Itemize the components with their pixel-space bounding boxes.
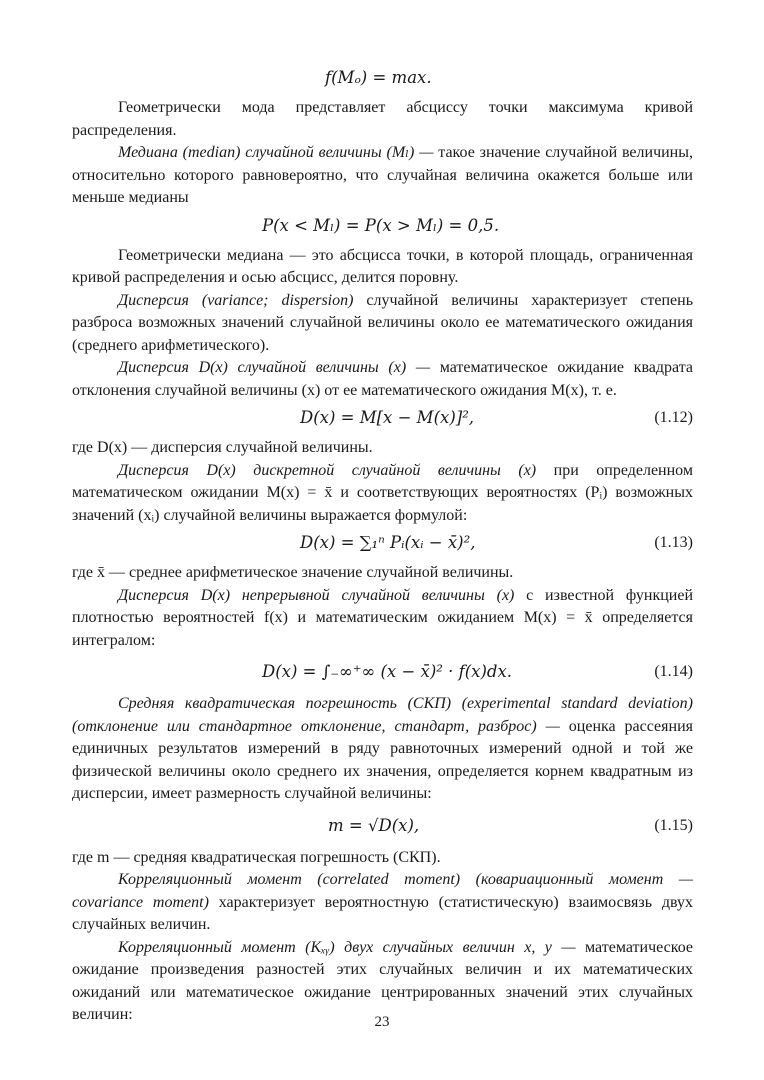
formula-median xyxy=(72,213,693,243)
formula-median-text: P(x < Mₗ) = P(x > Mₗ) = 0,5. xyxy=(262,215,500,235)
formula-1-14-text: D(x) = ∫₋∞⁺∞ (x − x̄)² · f(x)dx. xyxy=(262,662,513,681)
paragraph-rms-error-text: оценка рассеяния единичных результатов измерений в ряду равноточных измерений одной и той же физической величины около среднего их значения, определяется корнем квадратным из дисперсии, имеет размерность случайной величины: xyxy=(72,717,693,802)
paragraph-dispersion-definition-text: математическое ожидание квадрата отклонения случайной величины (x) от ее математического ожидания M(x), т. е. xyxy=(72,359,694,399)
formula-1-13-text: D(x) = ∑₁ⁿ Pᵢ(xᵢ − x̄)², xyxy=(300,533,476,552)
formula-1-12 xyxy=(72,405,693,435)
formula-1-13 xyxy=(72,530,693,560)
term-median: Медиана (median) случайной величины (Mₗ) — xyxy=(118,144,434,161)
term-continuous-dispersion: Дисперсия D(x) непрерывной случайной величины (x) xyxy=(118,586,515,604)
paragraph-where-dx: где D(x) — дисперсия случайной величины. xyxy=(72,439,373,456)
formula-1-15-text: m = √D(x), xyxy=(328,815,420,835)
formula-1-12-text: D(x) = M[x − M(x)]², xyxy=(300,408,475,427)
term-correlated-moment: Корреляционный момент (correlated moment) (ковариационный момент — covariance moment) xyxy=(72,871,693,911)
equation-number-1-13: (1.13) xyxy=(654,534,693,551)
paragraph-correlated-moment-text: характеризует вероятностную (статистическую) взаимосвязь двух случайных величин. xyxy=(72,893,693,933)
paragraph-correlated-moment xyxy=(72,869,693,937)
term-correlated-moment-kxy: Корреляционный момент (Kₓᵧ) двух случайных величин x, y — xyxy=(118,938,576,956)
paragraph-discrete-dispersion-text: при определенном математическом ожидании M(x) = x̄ и соответствующих вероятностях (Pᵢ) возможных значений (xᵢ) случайной величины выражается формулой: xyxy=(72,461,693,524)
paragraph-discrete-dispersion xyxy=(72,460,693,528)
equation-number-1-14: (1.14) xyxy=(654,663,693,680)
paragraph-mode-geometry: Геометрически мода представляет абсциссу точки максимума кривой распределения. xyxy=(72,99,693,139)
equation-number-1-12: (1.12) xyxy=(654,409,693,426)
paragraph-median-text: такое значение случайной величины, относительно которого равновероятно, что случайная величина окажется больше или меньше медианы xyxy=(72,144,693,206)
paragraph-dispersion-definition xyxy=(72,357,693,402)
paragraph-where-m: где m — средняя квадратическая погрешность (СКП). xyxy=(72,848,441,866)
paragraph-continuous-dispersion-text: с известной функцией плотностью вероятностей f(x) и математическим ожиданием M(x) = x̄ определяется интегралом: xyxy=(72,586,693,649)
formula-1-14 xyxy=(72,655,693,691)
paragraph-where-xbar: где x̄ — среднее арифметическое значение случайной величины. xyxy=(72,564,514,581)
equation-number-1-15: (1.15) xyxy=(654,816,693,834)
term-rms-error: Средняя квадратическая погрешность (СКП) (experimental standard deviation) (отклонение или стандартное отклонение, стандарт, разброс) — xyxy=(72,695,693,735)
formula-mode-text: f(Mₒ) = max. xyxy=(325,68,432,87)
paragraph-median-definition xyxy=(72,142,693,210)
term-dispersion-dx: Дисперсия D(x) случайной величины (x) — xyxy=(118,359,431,376)
paragraph-correlated-moment-definition xyxy=(72,937,693,1027)
page-number: 23 xyxy=(374,1014,390,1030)
paragraph-rms-error xyxy=(72,693,693,806)
formula-mode xyxy=(72,65,693,95)
paragraph-correlated-moment-definition-text: математическое ожидание произведения разностей этих случайных величин и их математических ожиданий или математическое ожидание центрированных значений этих случайных величин: xyxy=(72,938,693,1023)
formula-1-15 xyxy=(72,809,693,845)
paragraph-dispersion-intro-text: случайной величины характеризует степень разброса возможных значений случайной величины около ее математического ожидания (среднего арифметического). xyxy=(72,291,693,354)
term-discrete-dispersion: Дисперсия D(x) дискретной случайной величины (x) xyxy=(118,461,537,479)
paragraph-dispersion-intro xyxy=(72,290,693,358)
paragraph-median-geometry: Геометрически медиана — это абсцисса точки, в которой площадь, ограниченная кривой распределения и осью абсцисс, делится поровну. xyxy=(72,246,693,286)
paragraph-continuous-dispersion xyxy=(72,585,693,653)
document-page xyxy=(72,62,693,1027)
term-dispersion: Дисперсия (variance; dispersion) xyxy=(118,291,354,309)
